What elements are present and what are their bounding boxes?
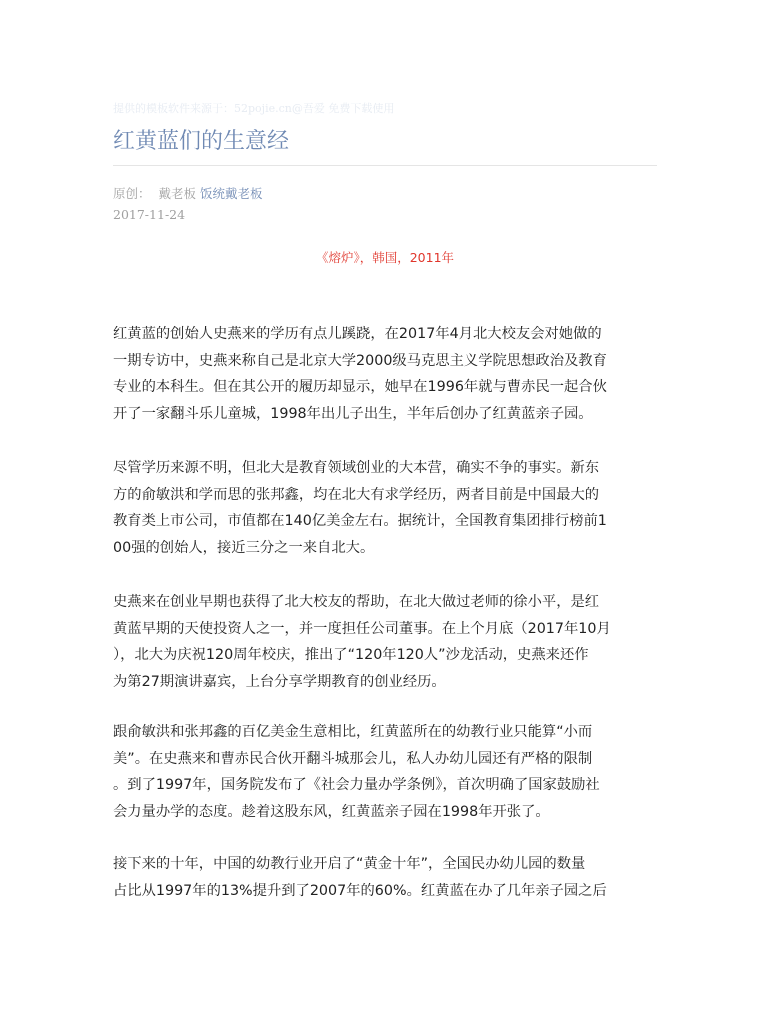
- paragraph-line: 为第27期演讲嘉宾，上台分享学期教育的创业经历。: [113, 673, 446, 690]
- paragraph-line: 。到了1997年，国务院发布了《社会力量办学条例》，首次明确了国家鼓励社: [113, 777, 600, 793]
- paragraph-line: 专业的本科生。但在其公开的履历却显示，她早在1996年就与曹赤民一起合伙: [113, 379, 607, 395]
- paragraph-line: 黄蓝早期的天使投资人之一，并一度担任公司董事。在上个月底（2017年10月: [113, 620, 611, 637]
- paragraph-5: [113, 851, 657, 904]
- image-caption: 《熔炉》，韩国，2011年: [315, 250, 455, 265]
- paragraph-4: [113, 719, 657, 825]
- title-divider: [113, 165, 657, 166]
- paragraph-line: 接下来的十年，中国的幼教行业开启了“黄金十年”，全国民办幼儿园的数量: [113, 856, 586, 872]
- paragraph-line: 占比从1997年的13%提升到了2007年的60%。红黄蓝在办了几年亲子园之后: [113, 882, 607, 899]
- paragraph-line: ），北大为庆祝120周年校庆，推出了“120年120人”沙龙活动，史燕来还作: [113, 647, 589, 663]
- paragraph-line: 开了一家翻斗乐儿童城，1998年出儿子出生，半年后创办了红黄蓝亲子园。: [113, 405, 593, 422]
- account-link[interactable]: 饭统戴老板: [200, 186, 263, 201]
- paragraph-line: 跟俞敏洪和张邦鑫的百亿美金生意相比，红黄蓝所在的幼教行业只能算“小而: [113, 724, 593, 740]
- paragraph-3: [113, 589, 657, 695]
- article-title: 红黄蓝们的生意经: [113, 129, 290, 154]
- paragraph-line: 一期专访中，史燕来称自己是北京大学2000级马克思主义学院思想政治及教育: [113, 352, 607, 369]
- paragraph-line: 00强的创始人，接近三分之一来自北大。: [113, 539, 375, 556]
- watermark-text: 提供的模板软件来源于：52pojie.cn@吾爱 免费下载使用: [113, 102, 395, 115]
- paragraph-line: 会力量办学的态度。趁着这股东风，红黄蓝亲子园在1998年开张了。: [113, 803, 550, 820]
- paragraph-line: 史燕来在创业早期也获得了北大校友的帮助，在北大做过老师的徐小平，是红: [113, 594, 600, 610]
- meta-label: 原创：: [113, 186, 151, 201]
- publish-date: 2017-11-24: [113, 207, 186, 222]
- paragraph-line: 美”。在史燕来和曹赤民合伙开翻斗城那会儿，私人办幼儿园还有严格的限制: [113, 750, 593, 767]
- author-name[interactable]: 戴老板: [158, 186, 197, 201]
- paragraph-line: 尽管学历来源不明，但北大是教育领域创业的大本营，确实不争的事实。新东: [113, 460, 600, 476]
- paragraph-line: 教育类上市公司，市值都在140亿美金左右。据统计，全国教育集团排行榜前1: [113, 513, 607, 529]
- article-meta: [113, 184, 263, 202]
- paragraph-2: [113, 455, 657, 561]
- paragraph-1: [113, 321, 657, 427]
- paragraph-line: 红黄蓝的创始人史燕来的学历有点儿蹊跷，在2017年4月北大校友会对她做的: [113, 326, 602, 342]
- paragraph-line: 方的俞敏洪和学而思的张邦鑫，均在北大有求学经历，两者目前是中国最大的: [113, 486, 600, 503]
